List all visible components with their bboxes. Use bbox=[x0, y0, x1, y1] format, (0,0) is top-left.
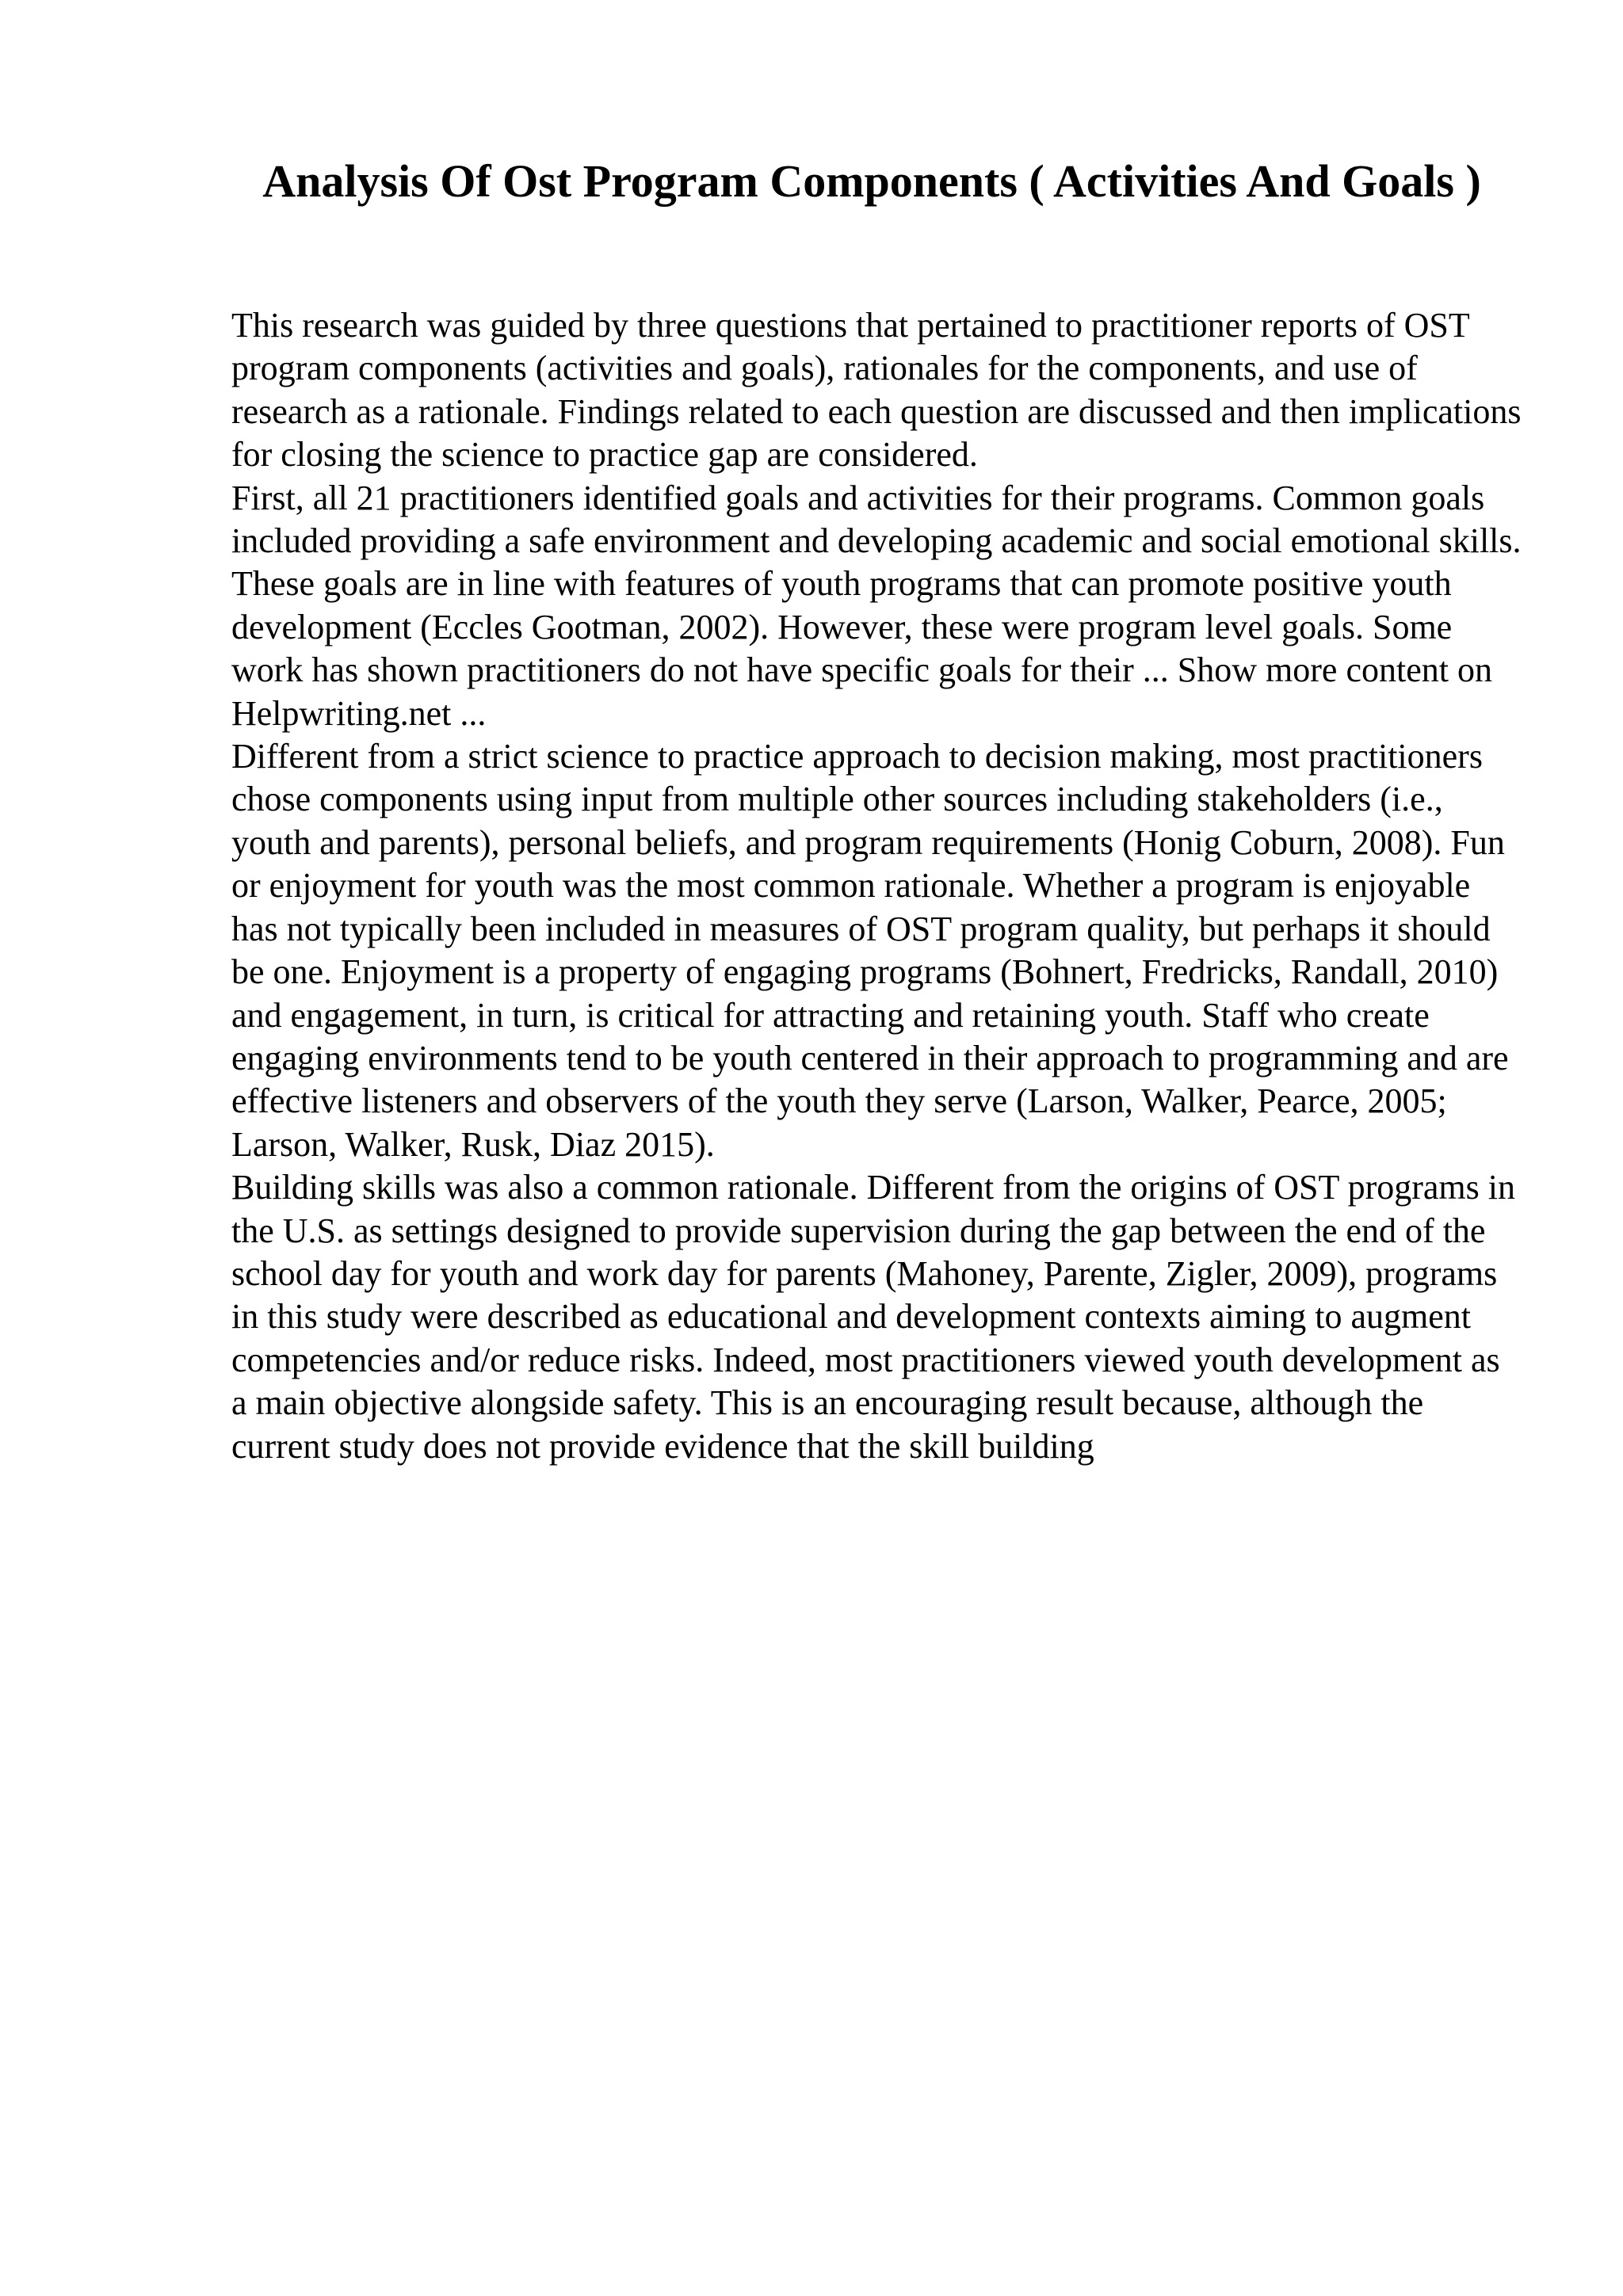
paragraph-goals-activities: First, all 21 practitioners identified goals and activities for their programs. Common goals included providing a safe environment and developing academic and social emotional skills. These goals are in line with features of youth programs that can promote positive youth development (Eccles Gootman, 2002). However, these were program level goals. Some work has shown practitioners do not have specific goals for their ... Show more content on Helpwriting.net ... bbox=[231, 478, 1522, 733]
paragraph-rationales-enjoyment: Different from a strict science to practice approach to decision making, most practitioners chose components using input from multiple other sources including stakeholders (i.e., youth and parents), personal beliefs, and program requirements (Honig Coburn, 2008). Fun or enjoyment for youth was the most common rationale. Whether a program is enjoyable has not typically been included in measures of OST program quality, but perhaps it should be one. Enjoyment is a property of engaging programs (Bohnert, Fredricks, Randall, 2010) and engagement, in turn, is critical for attracting and retaining youth. Staff who create engaging environments tend to be youth centered in their approach to programming and are effective listeners and observers of the youth they serve (Larson, Walker, Pearce, 2005; Larson, Walker, Rusk, Diaz 2015). bbox=[231, 737, 1509, 1164]
document-title: Analysis Of Ost Program Components ( Activities And Goals ) bbox=[262, 155, 1481, 207]
paragraph-building-skills: Building skills was also a common rationale. Different from the origins of OST programs in the U.S. as settings designed to provide supervision during the gap between the end of the school day for youth and work day for parents (Mahoney, Parente, Zigler, 2009), programs in this study were described as educational and development contexts aiming to augment competencies and/or reduce risks. Indeed, most practitioners viewed youth development as a main objective alongside safety. This is an encouraging result because, although the current study does not provide evidence that the skill building bbox=[231, 1168, 1516, 1466]
paragraph-research-questions: This research was guided by three questions that pertained to practitioner reports of OST program components (activities and goals), rationales for the components, and use of research as a rationale. Findings related to each question are discussed and then implications for closing the science to practice gap are considered. bbox=[231, 306, 1522, 475]
document-body bbox=[231, 304, 1523, 1468]
